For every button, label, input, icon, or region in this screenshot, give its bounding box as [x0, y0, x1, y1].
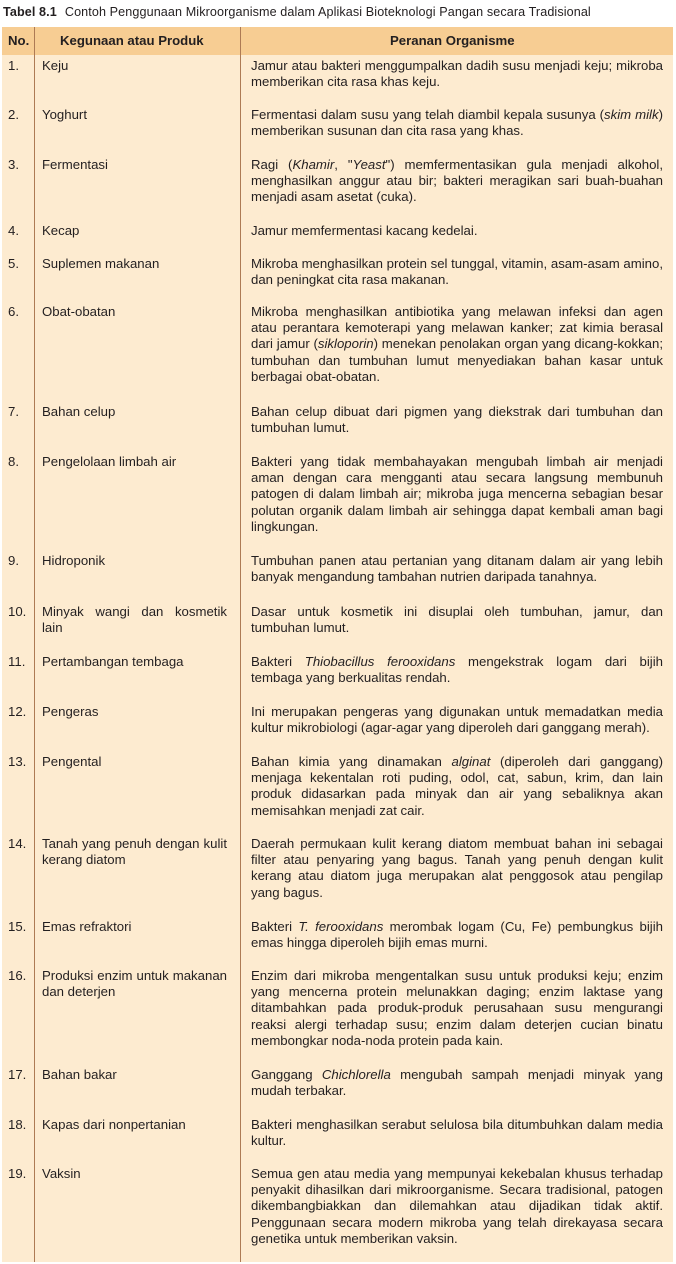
- column-divider: [240, 27, 241, 1262]
- header-no: No.: [8, 33, 30, 48]
- table-label: Tabel 8.1: [3, 5, 57, 19]
- row-role: Mikroba menghasilkan protein sel tunggal, vitamin, asam-asam amino, dan peningkat cita rasa makanan.: [251, 256, 663, 288]
- row-role: Bakteri menghasilkan serabut selulosa bila ditumbuhkan dalam media kultur.: [251, 1117, 663, 1149]
- row-number: 7.: [8, 404, 19, 419]
- row-use: Pengeras: [42, 704, 99, 719]
- row-role: Daerah permukaan kulit kerang diatom membuat bahan ini sebagai filter atau penyaring yang bagus. Tanah yang penuh dengan kulit kerang atau diatom juga merupakan alat penggosok atau pengilap yang bagus.: [251, 836, 663, 900]
- row-use: Tanah yang penuh dengan kulit kerang diatom: [42, 836, 227, 868]
- row-number: 9.: [8, 553, 19, 568]
- row-use: Kecap: [42, 223, 80, 238]
- row-use: Produksi enzim untuk makanan dan deterjen: [42, 968, 227, 1000]
- row-use: Suplemen makanan: [42, 256, 160, 271]
- row-number: 1.: [8, 58, 19, 73]
- table-header: [2, 27, 673, 55]
- table-caption: [3, 5, 673, 19]
- row-role: Fermentasi dalam susu yang telah diambil kepala susunya (skim milk) memberikan susunan dan cita rasa yang khas.: [251, 107, 663, 139]
- row-use: Yoghurt: [42, 107, 87, 122]
- row-role: Dasar untuk kosmetik ini disuplai oleh tumbuhan, jamur, dan tumbuhan lumut.: [251, 604, 663, 636]
- row-use: Bahan celup: [42, 404, 116, 419]
- row-use: Fermentasi: [42, 157, 108, 172]
- row-use: Hidroponik: [42, 553, 106, 568]
- header-use: Kegunaan atau Produk: [60, 33, 204, 48]
- row-number: 18.: [8, 1117, 27, 1132]
- row-use: Minyak wangi dan kosmetik lain: [42, 604, 227, 636]
- row-use: Pengelolaan limbah air: [42, 454, 177, 469]
- row-role: Ragi (Khamir, "Yeast") memfermentasikan gula menjadi alkohol, menghasilkan anggur atau bir; bakteri meragikan sari buah-buahan menjadi asam asetat (cuka).: [251, 157, 663, 205]
- row-number: 6.: [8, 304, 19, 319]
- row-role: Bahan kimia yang dinamakan alginat (diperoleh dari ganggang) menjaga kekentalan roti puding, odol, cat, sabun, krim, dan lain produk didasarkan pada minyak dan air yang sebaliknya akan memisahkan menjadi zat cair.: [251, 754, 663, 818]
- row-role: Bahan celup dibuat dari pigmen yang diekstrak dari tumbuhan dan tumbuhan lumut.: [251, 404, 663, 436]
- row-number: 11.: [8, 654, 26, 669]
- header-role: Peranan Organisme: [390, 33, 515, 48]
- row-number: 16.: [8, 968, 27, 983]
- row-role: Mikroba menghasilkan antibiotika yang melawan infeksi dan agen atau perantara kemoterapi yang melawan kanker; zat kimia berasal dari jamur (sikloporin) menekan penolakan organ yang dicang-kokkan; tumbuhan dan tumbuhan lumut menyediakan bahan kasar untuk berbagai obat-obatan.: [251, 304, 663, 384]
- row-role: Enzim dari mikroba mengentalkan susu untuk produksi keju; enzim yang mencerna protein melunakkan daging; enzim laktase yang ditambahkan pada produk-produk perusahaan susu mengurangi reaksi alergi terhadap susu; enzim dalam deterjen cucian binatu membongkar noda-noda protein pada kain.: [251, 968, 663, 1048]
- row-number: 3.: [8, 157, 19, 172]
- row-role: Jamur atau bakteri menggumpalkan dadih susu menjadi keju; mikroba memberikan cita rasa khas keju.: [251, 58, 663, 90]
- row-number: 14.: [8, 836, 27, 851]
- row-number: 17.: [8, 1067, 27, 1082]
- row-use: Vaksin: [42, 1166, 81, 1181]
- row-use: Kapas dari nonpertanian: [42, 1117, 186, 1132]
- column-divider: [34, 27, 35, 1262]
- row-number: 4.: [8, 223, 19, 238]
- row-number: 13.: [8, 754, 27, 769]
- row-number: 2.: [8, 107, 19, 122]
- row-use: Pertambangan tembaga: [42, 654, 184, 669]
- row-number: 8.: [8, 454, 19, 469]
- row-role: Ini merupakan pengeras yang digunakan untuk memadatkan media kultur mikrobiologi (agar-agar yang diperoleh dari ganggang merah).: [251, 704, 663, 736]
- row-use: Obat-obatan: [42, 304, 116, 319]
- row-role: Tumbuhan panen atau pertanian yang ditanam dalam air yang lebih banyak mengandung tambahan nutrien daripada tanahnya.: [251, 553, 663, 585]
- row-number: 10.: [8, 604, 27, 619]
- row-role: Bakteri Thiobacillus ferooxidans mengekstrak logam dari bijih tembaga yang berkualitas rendah.: [251, 654, 663, 686]
- table: [2, 27, 673, 1262]
- row-use: Emas refraktori: [42, 919, 132, 934]
- row-role: Semua gen atau media yang mempunyai kekebalan khusus terhadap penyakit dihasilkan dari mikroorganisme. Secara tradisional, patogen dikembangbiakkan dan dilemahkan atau dijadikan tidak aktif. Penggunaan secara modern mikroba yang telah direkayasa secara genetika untuk memberikan vaksin.: [251, 1166, 663, 1246]
- row-role: Bakteri yang tidak membahayakan mengubah limbah air menjadi aman dengan cara mengganti atau secara langsung membunuh patogen di dalam limbah air; mikroba juga mencerna sebagian besar polutan organik dalam limbah air sehingga dapat kembali aman bagi lingkungan.: [251, 454, 663, 534]
- row-number: 15.: [8, 919, 27, 934]
- row-role: Jamur memfermentasi kacang kedelai.: [251, 223, 478, 238]
- row-role: Bakteri T. ferooxidans merombak logam (Cu, Fe) pembungkus bijih emas hingga diperoleh bijih emas murni.: [251, 919, 663, 951]
- row-use: Bahan bakar: [42, 1067, 117, 1082]
- row-role: Ganggang Chichlorella mengubah sampah menjadi minyak yang mudah terbakar.: [251, 1067, 663, 1099]
- row-use: Keju: [42, 58, 69, 73]
- row-number: 12.: [8, 704, 27, 719]
- row-number: 19.: [8, 1166, 27, 1181]
- row-number: 5.: [8, 256, 19, 271]
- table-title: Contoh Penggunaan Mikroorganisme dalam Aplikasi Bioteknologi Pangan secara Tradisional: [64, 5, 591, 19]
- row-use: Pengental: [42, 754, 102, 769]
